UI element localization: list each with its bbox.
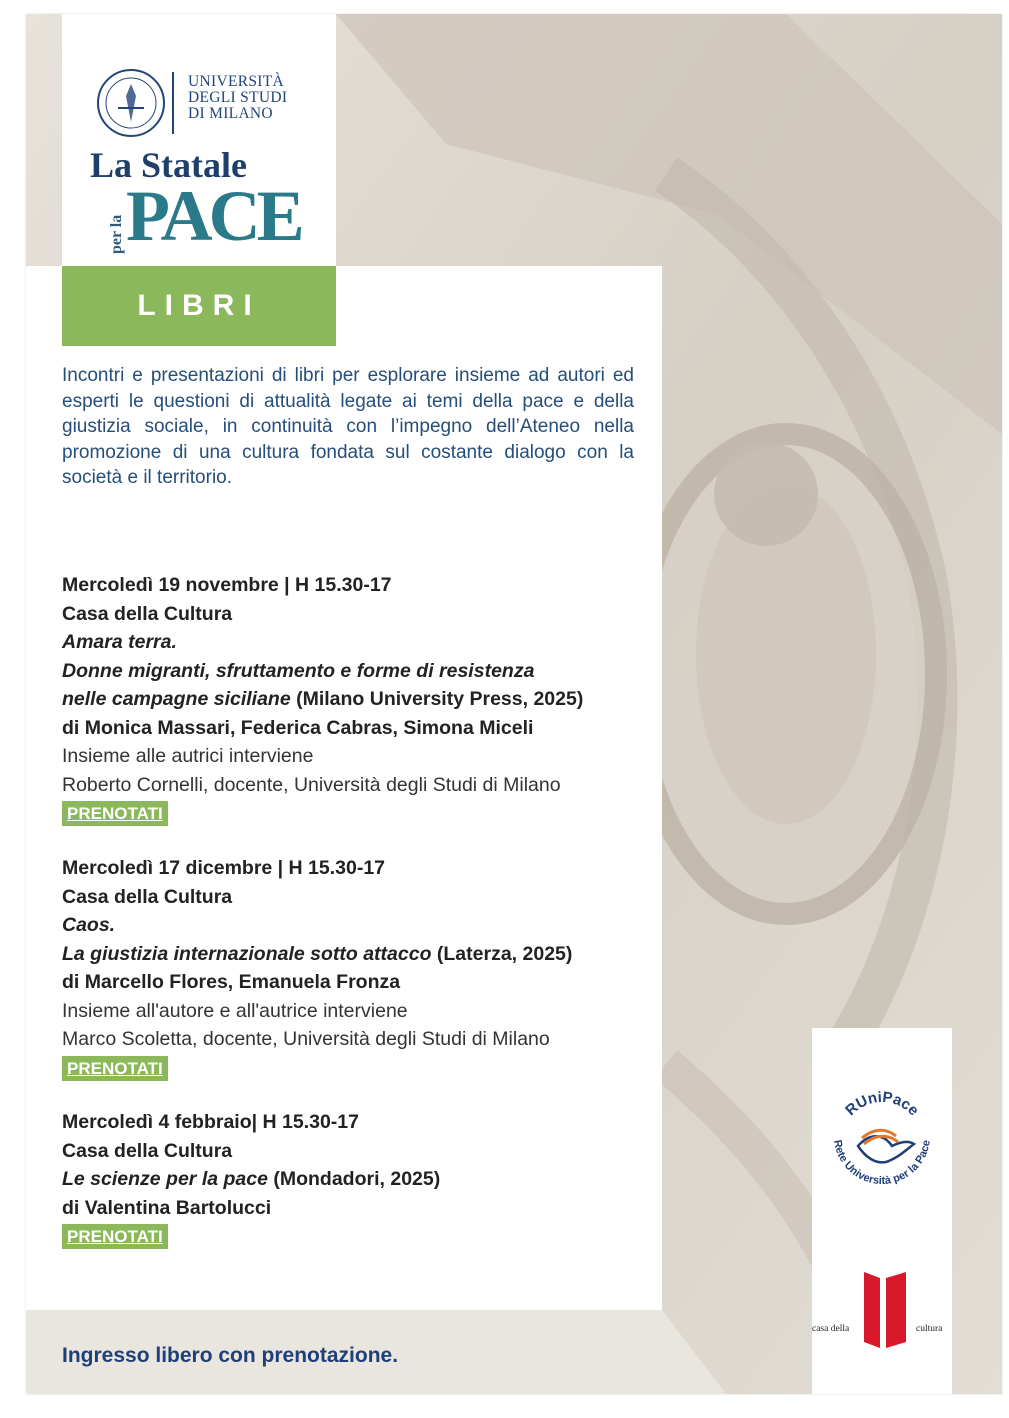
event-3 [62, 1108, 642, 1251]
book-authors: di Valentina Bartolucci [62, 1196, 272, 1219]
guest-name: Marco Scoletta, docente, Università degli Studi di Milano [62, 1028, 550, 1050]
poster [26, 14, 1002, 1394]
prenotati-button[interactable]: PRENOTATI [62, 1056, 168, 1081]
university-seal-icon [96, 68, 166, 138]
book-authors: di Monica Massari, Federica Cabras, Simona Miceli [62, 716, 534, 739]
event-2 [62, 854, 642, 1082]
dove-icon [858, 1130, 914, 1162]
casa-logo-right-text: cultura [916, 1324, 943, 1334]
logo-panel [62, 14, 336, 266]
prenotati-button[interactable]: PRENOTATI [62, 801, 168, 826]
book-publisher: (Mondadori, 2025) [267, 1168, 441, 1190]
footer-note: Ingresso libero con prenotazione. [62, 1344, 399, 1367]
statale-logo-per-la: per la [108, 214, 125, 254]
statale-logo-title: La Statale [90, 145, 247, 185]
book-title-line1: Caos. [62, 914, 116, 936]
logo-divider [172, 72, 174, 134]
casa-della-cultura-logo [812, 1300, 952, 1360]
partner-logos-panel [812, 1028, 952, 1394]
book-title-line3: nelle campagne siciliane [62, 688, 291, 710]
event-date: Mercoledì 4 febbraio| H 15.30-17 [62, 1111, 359, 1133]
book-title-line1: Amara terra. [62, 631, 177, 653]
intro-paragraph: Incontri e presentazioni di libri per esplorare insieme ad autori ed esperti le questioni di attualità legate ai temi della pace e della giustizia sociale, in continuità con l’impegno dell’Ateneo nella promozione di una cultura fondata sul costante dialogo con la società e il territorio. [62, 365, 634, 488]
book-title-line1: Le scienze per la pace [62, 1168, 268, 1190]
runipace-logo [814, 1072, 950, 1208]
svg-text:RUniPace [842, 1089, 922, 1119]
event-venue: Casa della Cultura [62, 1139, 233, 1162]
guest-intro: Insieme all'autore e all'autrice interviene [62, 999, 408, 1022]
university-name: UNIVERSITÀ DEGLI STUDI DI MILANO [188, 73, 288, 122]
statale-logo-pace: PACE [126, 176, 301, 256]
runipace-tagline: Rete Università per la Pace [831, 1138, 933, 1188]
event-date: Mercoledì 17 dicembre | H 15.30-17 [62, 857, 386, 879]
prenotati-button[interactable]: PRENOTATI [62, 1224, 168, 1249]
casa-della-cultura-mark-icon [860, 1268, 912, 1352]
book-title-line2: Donne migranti, sfruttamento e forme di resistenza [62, 659, 535, 682]
book-publisher: (Laterza, 2025) [431, 942, 573, 965]
event-1 [62, 571, 642, 828]
event-venue: Casa della Cultura [62, 602, 233, 625]
runipace-name: RUniPace [842, 1088, 922, 1120]
casa-logo-left-text: casa della [812, 1324, 850, 1334]
event-date: Mercoledì 19 novembre | H 15.30-17 [62, 574, 392, 596]
section-tag: LIBRI [62, 266, 336, 346]
guest-intro: Insieme alle autrici interviene [62, 745, 314, 767]
guest-name: Roberto Cornelli, docente, Università degli Studi di Milano [62, 773, 561, 796]
event-venue: Casa della Cultura [62, 885, 233, 908]
book-publisher: (Milano University Press, 2025) [290, 688, 584, 710]
book-authors: di Marcello Flores, Emanuela Fronza [62, 971, 401, 993]
book-title-line2: La giustizia internazionale sotto attacco [62, 942, 432, 965]
